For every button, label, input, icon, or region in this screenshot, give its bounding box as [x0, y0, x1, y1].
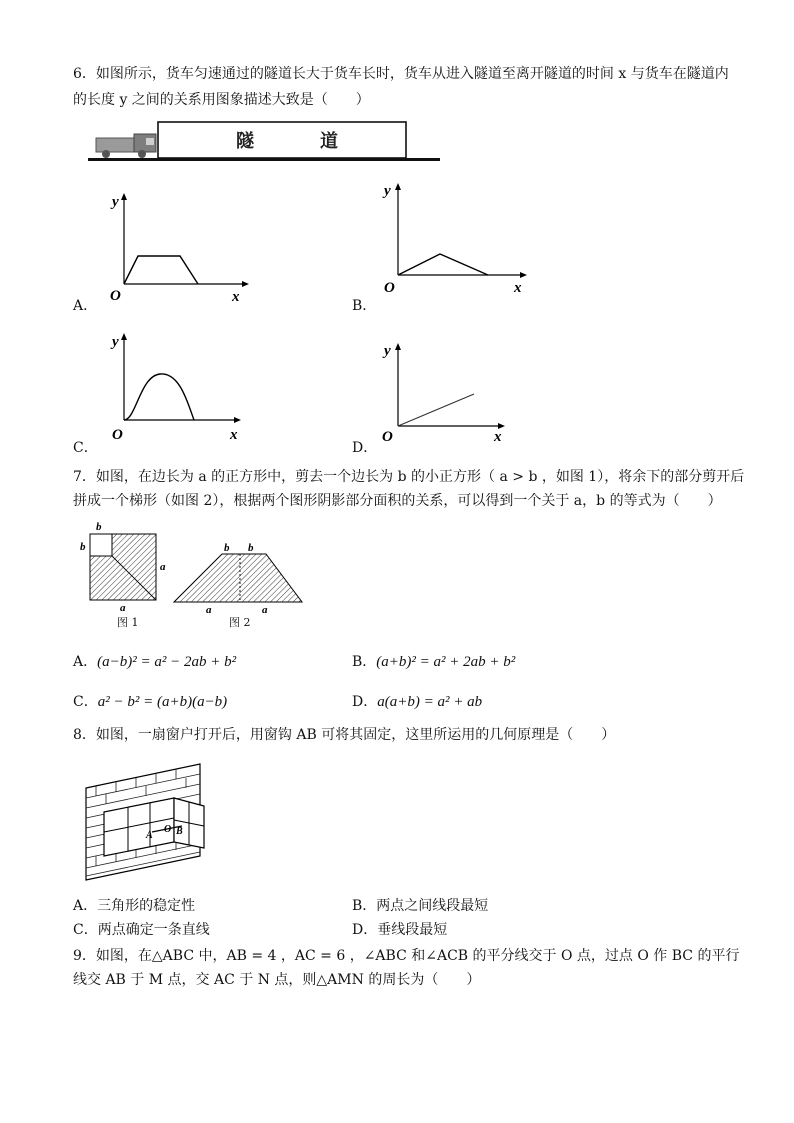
q6-option-c-label[interactable]: C． [73, 440, 98, 456]
q9-stem-line1: 9．如图，在△ABC 中，AB = 4 ，AC = 6 ，∠ABC 和∠ACB 的平分线交于 O 点，过点 O 作 BC 的平行 [73, 948, 740, 964]
graph-option-c [110, 332, 250, 444]
q6-option-a-label[interactable]: A． [73, 298, 98, 314]
svg-text:y: y [384, 183, 391, 199]
svg-text:a: a [206, 604, 212, 616]
svg-text:b: b [248, 542, 254, 554]
svg-text:a: a [262, 604, 268, 616]
graph-option-d [380, 340, 520, 444]
svg-text:y: y [384, 343, 391, 359]
svg-text:b: b [96, 521, 102, 533]
q7-stem-line2: 拼成一个梯形（如图 2），根据两个图形阴影部分面积的关系，可以得到一个关于 a，b 的等式为（ ） [73, 493, 722, 509]
q8-window-figure [82, 760, 212, 884]
svg-text:x: x [494, 429, 502, 445]
q7-stem-line1: 7．如图，在边长为 a 的正方形中，剪去一个边长为 b 的小正方形（ a > b ，如图 1），将余下的部分剪开后 [73, 469, 745, 485]
q6-option-d-label[interactable]: D． [352, 440, 378, 456]
q7-option-a[interactable]: A．(a−b)² = a² − 2ab + b² [73, 654, 237, 670]
svg-text:x: x [232, 289, 240, 305]
tunnel-body [158, 122, 406, 158]
svg-text:O: O [112, 427, 123, 443]
q8-option-b[interactable]: B．两点之间线段最短 [352, 898, 489, 914]
svg-text:a: a [160, 561, 166, 573]
svg-text:b: b [224, 542, 230, 554]
q9-stem-line2: 线交 AB 于 M 点，交 AC 于 N 点，则△AMN 的周长为（ ） [73, 972, 481, 988]
q7-figure-2 [170, 538, 310, 614]
svg-text:a: a [120, 602, 126, 614]
svg-text:O: O [110, 288, 121, 304]
q7-figure-1-caption: 图 1 [117, 616, 139, 629]
ground-line [88, 158, 440, 161]
svg-text:O: O [382, 429, 393, 445]
q7-figure-2-caption: 图 2 [229, 616, 251, 629]
svg-text:A: A [146, 830, 153, 841]
svg-text:O: O [384, 280, 395, 296]
graph-option-b [380, 180, 530, 295]
q6-stem-line1: 6．如图所示，货车匀速通过的隧道长大于货车长时，货车从进入隧道至离开隧道的时间 x 与货车在隧道内 [73, 66, 729, 82]
q8-option-a[interactable]: A．三角形的稳定性 [73, 898, 196, 914]
q6-stem-line2: 的长度 y 之间的关系用图象描述大致是（ ） [73, 92, 370, 108]
truck-icon [96, 134, 156, 158]
tunnel-char-2: 道 [320, 131, 338, 151]
q7-option-b[interactable]: B．(a+b)² = a² + 2ab + b² [352, 654, 516, 670]
svg-text:y: y [112, 194, 119, 210]
tunnel-char-1: 隧 [236, 131, 254, 151]
tunnel-figure [88, 118, 448, 166]
svg-text:O: O [164, 824, 172, 835]
q7-option-d[interactable]: D．a(a+b) = a² + ab [352, 694, 483, 710]
svg-text:x: x [514, 280, 522, 296]
graph-option-a [110, 192, 250, 305]
q8-stem-line1: 8．如图，一扇窗户打开后，用窗钩 AB 可将其固定，这里所运用的几何原理是（ ） [73, 727, 616, 743]
svg-text:x: x [230, 427, 238, 443]
svg-text:y: y [112, 334, 119, 350]
q8-option-c[interactable]: C．两点确定一条直线 [73, 922, 210, 938]
q8-option-d[interactable]: D．垂线段最短 [352, 922, 448, 938]
svg-text:B: B [176, 826, 183, 837]
svg-text:b: b [80, 541, 86, 553]
q7-option-c[interactable]: C．a² − b² = (a+b)(a−b) [73, 694, 228, 710]
q6-option-b-label[interactable]: B． [352, 298, 377, 314]
